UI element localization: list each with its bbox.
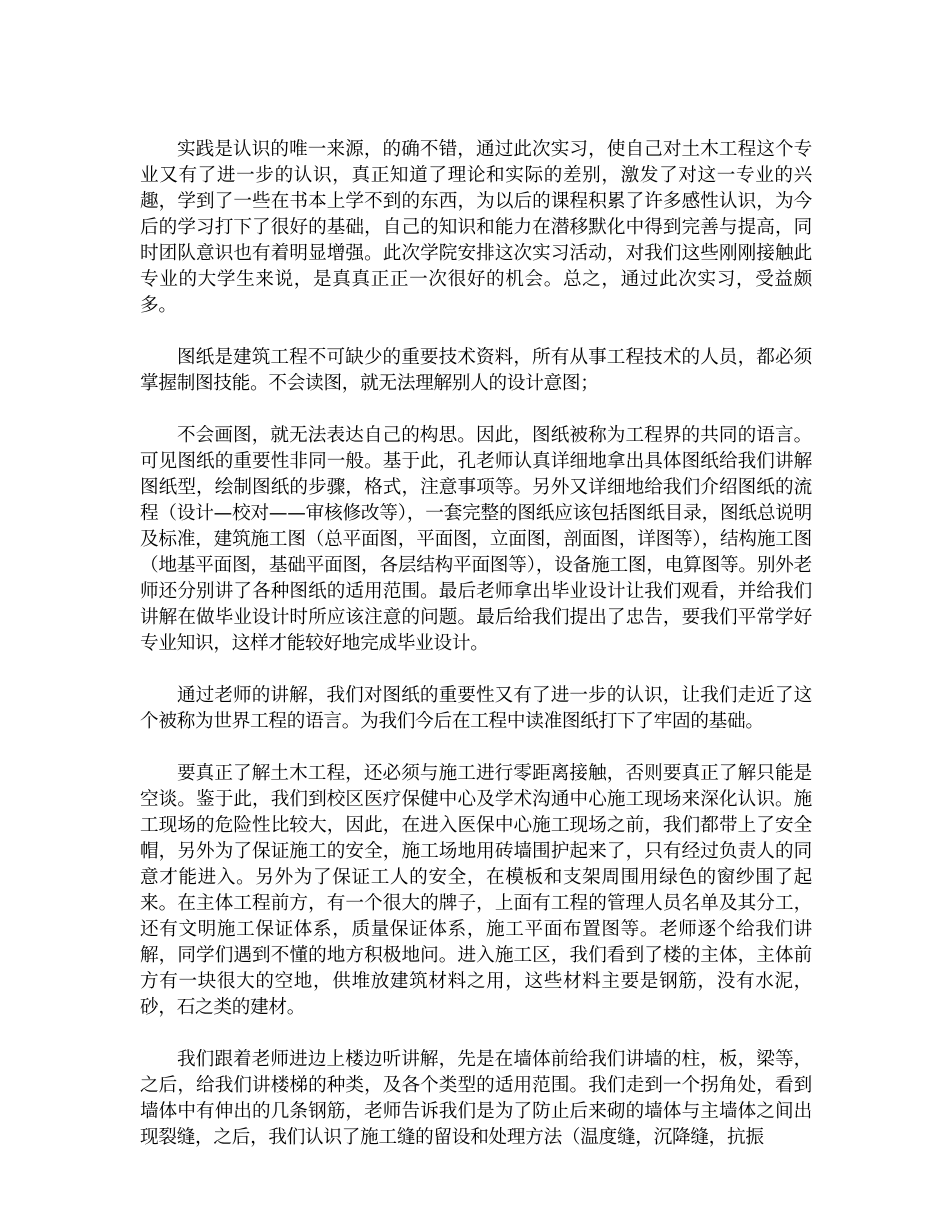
document-body — [140, 137, 812, 1177]
paragraph-lecture-outcome: 通过老师的讲解，我们对图纸的重要性又有了进一步的认识，让我们走近了这个被称为世界工程的语言。为我们今后在工程中读准图纸打下了牢固的基础。 — [140, 685, 812, 732]
paragraph-internship-reflection: 实践是认识的唯一来源，的确不错，通过此次实习，使自己对土木工程这个专业又有了进一步的认识，真正知道了理论和实际的差别，激发了对这一专业的兴趣，学到了一些在书本上学不到的东西，为以后的课程积累了许多感性认识，为今后的学习打下了很好的基础，自己的知识和能力在潜移默化中得到完善与提高，同时团队意识也有着明显增强。此次学院安排这次实习活动，对我们这些刚刚接触此专业的大学生来说，是真真正正一次很好的机会。总之，通过此次实习，受益颇多。 — [140, 139, 812, 316]
paragraph-drawing-lecture: 不会画图，就无法表达自己的构思。因此，图纸被称为工程界的共同的语言。可见图纸的重要性非同一般。基于此，孔老师认真详细地拿出具体图纸给我们讲解图纸型，绘制图纸的步骤，格式，注意事项等。另外又详细地给我们介绍图纸的流程（设计—校对——审核修改等），一套完整的图纸应该包括图纸目录，图纸总说明及标准，建筑施工图（总平面图，平面图，立面图，剖面图，详图等），结构施工图（地基平面图，基础平面图，各层结构平面图等），设备施工图，电算图等。别外老师还分别讲了各种图纸的适用范围。最后老师拿出毕业设计让我们观看，并给我们讲解在做毕业设计时所应该注意的问题。最后给我们提出了忠告，要我们平常学好专业知识，这样才能较好地完成毕业设计。 — [140, 425, 812, 654]
paragraph-site-visit: 要真正了解土木工程，还必须与施工进行零距离接触，否则要真正了解只能是空谈。鉴于此，我们到校区医疗保健中心及学术沟通中心施工现场来深化认识。施工现场的危险性比较大，因此，在进入医保中心施工现场之前，我们都带上了安全帽，另外为了保证施工的安全，施工场地用砖墙围护起来了，只有经过负责人的同意才能进入。另外为了保证工人的安全，在模板和支架周围用绿色的窗纱围了起来。在主体工程前方，有一个很大的牌子，上面有工程的管理人员名单及其分工，还有文明施工保证体系，质量保证体系，施工平面布置图等。老师逐个给我们讲解，同学们遇到不懂的地方积极地问。进入施工区，我们看到了楼的主体，主体前方有一块很大的空地，供堆放建筑材料之用，这些材料主要是钢筋，没有水泥，砂，石之类的建材。 — [140, 763, 812, 1018]
paragraph-drawings-importance: 图纸是建筑工程不可缺少的重要技术资料，所有从事工程技术的人员，都必须掌握制图技能。不会读图，就无法理解别人的设计意图； — [140, 347, 812, 394]
paragraph-building-tour: 我们跟着老师进边上楼边听讲解，先是在墙体前给我们讲墙的柱，板，梁等，之后，给我们讲楼梯的种类，及各个类型的适用范围。我们走到一个拐角处，看到墙体中有伸出的几条钢筋，老师告诉我们是为了防止后来砌的墙体与主墙体之间出现裂缝，之后，我们认识了施工缝的留设和处理方法（温度缝，沉降缝，抗振 — [140, 1049, 812, 1148]
